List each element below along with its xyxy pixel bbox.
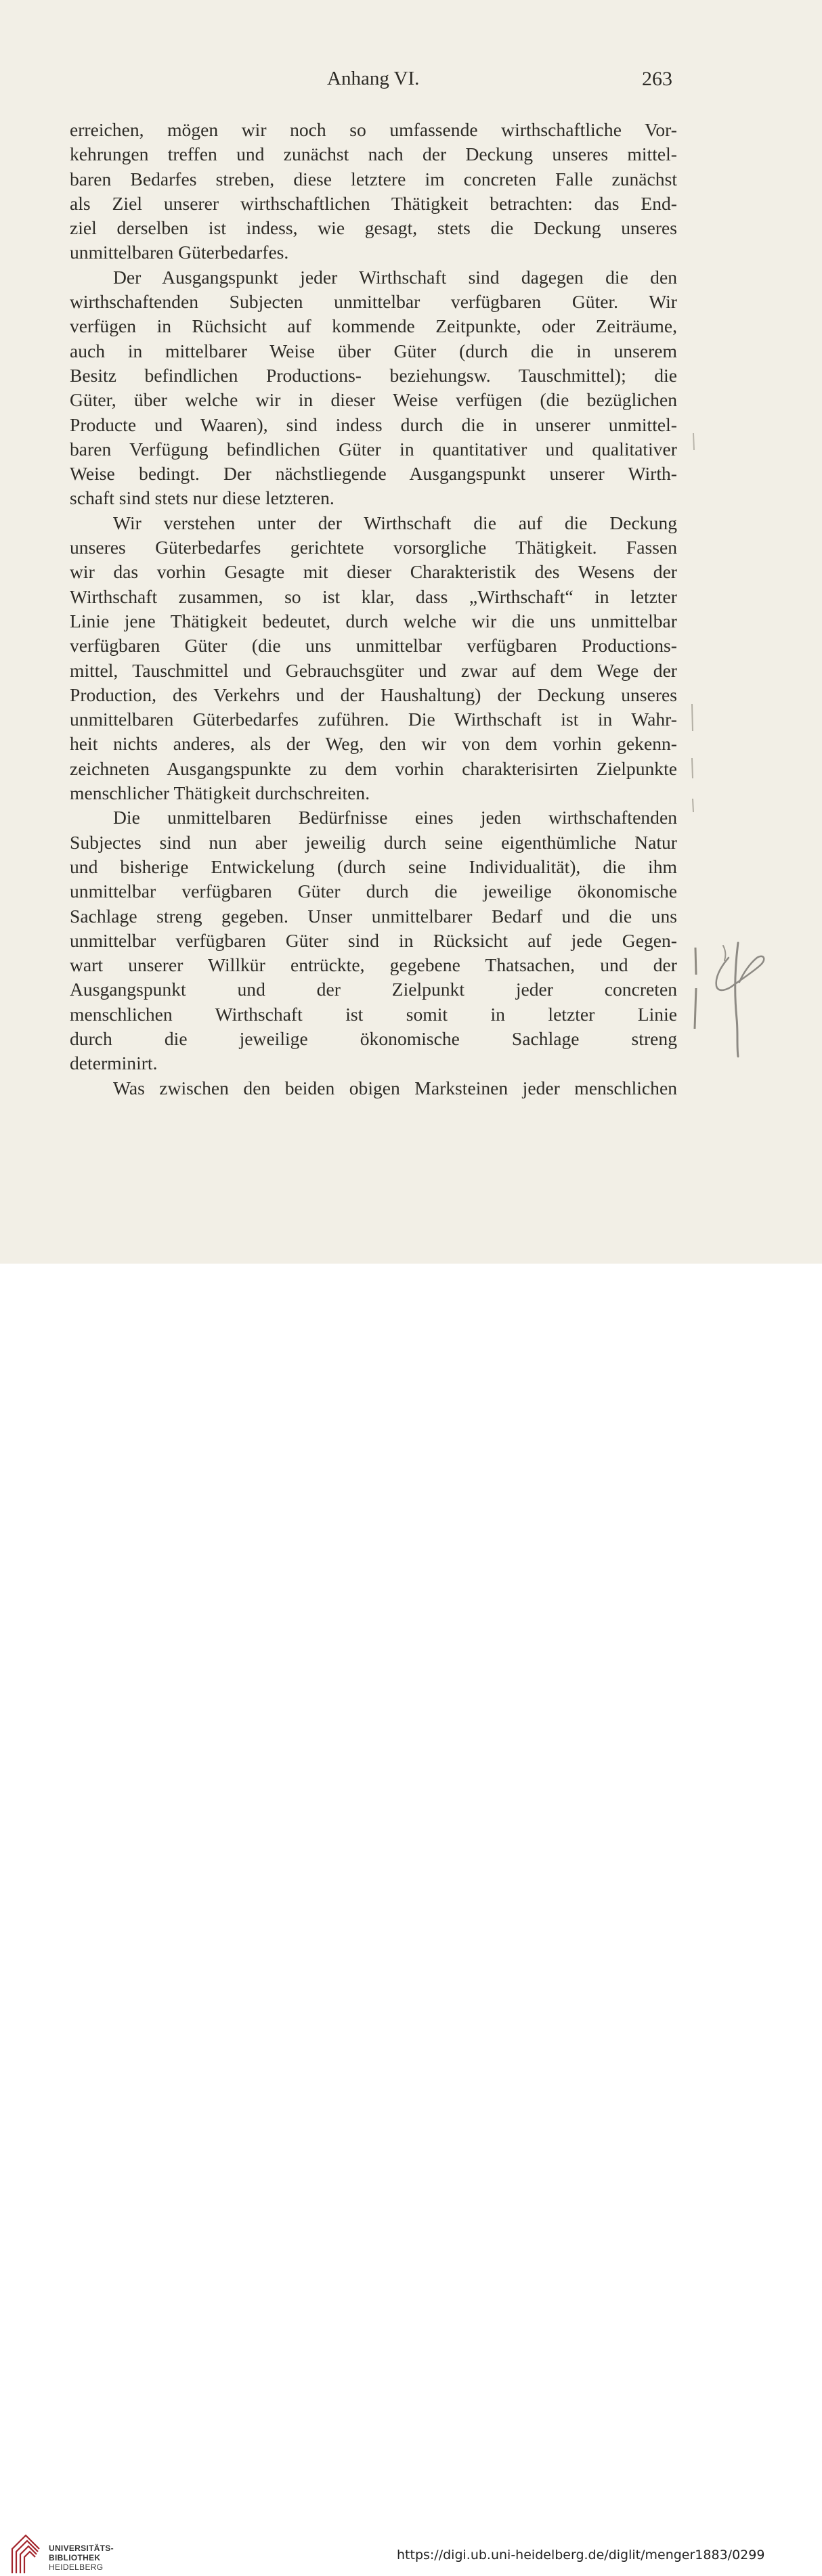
text-line: ziel derselben ist indess, wie gesagt, stets die Deckung unseres [70,217,677,239]
text-line: baren Bedarfes streben, diese letztere im concreten Falle zunächst [70,168,677,190]
text-line: unmittelbaren Güterbedarfes zuführen. Die Wirthschaft ist in Wahr- [70,709,677,730]
footer-bar [0,1264,822,2572]
text-line: Producte und Waaren), sind indess durch die in unserer unmittel- [70,414,677,435]
text-line: menschlicher Thätigkeit durchschreiten. [70,782,370,804]
text-line: unmittelbar verfügbaren Güter durch die jeweilige ökonomische [70,881,677,902]
text-line: Production, des Verkehrs und der Haushaltung) der Deckung unseres [70,684,677,705]
page-number: 263 [642,68,672,90]
university-library-logo [9,2534,45,2576]
text-line: unseres Güterbedarfes gerichtete vorsorgliche Thätigkeit. Fassen [70,537,677,558]
text-line: mittel, Tauschmittel und Gebrauchsgüter und zwar auf dem Wege der [70,659,677,681]
library-name [49,2544,114,2572]
text-line: unmittelbar verfügbaren Güter sind in Rücksicht auf jede Gegen- [70,929,677,951]
text-line: wart unserer Willkür entrückte, gegebene Thatsachen, und der [70,954,677,976]
scanned-page [0,0,822,1264]
text-line: determinirt. [70,1052,158,1074]
text-line: auch in mittelbarer Weise über Güter (durch die in unserem [70,340,677,361]
text-line: durch die jeweilige ökonomische Sachlage streng [70,1027,677,1049]
text-line: Was zwischen den beiden obigen Marksteinen jeder menschlichen [113,1077,677,1098]
library-name-line3: HEIDELBERG [49,2562,104,2572]
text-line: Linie jene Thätigkeit bedeutet, durch welche wir die uns unmittelbar [70,610,677,631]
text-line: heit nichts anderes, als der Weg, den wir von dem vorhin gekenn- [70,733,677,755]
text-line: verfügbaren Güter (die uns unmittelbar verfügbaren Productions- [70,635,677,657]
text-line: als Ziel unserer wirthschaftlichen Thätigkeit betrachten: das End- [70,192,677,214]
text-line: Weise bedingt. Der nächstliegende Ausgangspunkt unserer Wirth- [70,463,677,485]
library-name-line2: BIBLIOTHEK [49,2553,101,2562]
text-line: wir das vorhin Gesagte mit dieser Charakteristik des Wesens der [70,561,677,583]
text-line: verfügen in Rüchsicht auf kommende Zeitpunkte, oder Zeiträume, [70,315,677,337]
text-line: und bisherige Entwickelung (durch seine Individualität), die ihm [70,856,677,877]
text-line: wirthschaftenden Subjecten unmittelbar verfügbaren Güter. Wir [70,291,677,313]
text-line: menschlichen Wirthschaft ist somit in letzter Linie [70,1003,677,1025]
text-line: Subjectes sind nun aber jeweilig durch seine eigenthümliche Natur [70,831,677,853]
body-text [70,118,677,1101]
text-line: Ausgangspunkt und der Zielpunkt jeder concreten [70,979,677,1000]
text-line: kehrungen treffen und zunächst nach der Deckung unseres mittel- [70,143,677,165]
running-head-title: Anhang VI. [327,68,420,89]
text-line: Wir verstehen unter der Wirthschaft die auf die Deckung [113,512,677,533]
text-line: zeichneten Ausgangspunkte zu dem vorhin charakterisirten Zielpunkte [70,757,677,779]
text-line: Güter, über welche wir in dieser Weise verfügen (die bezüglichen [70,389,677,411]
text-line: Wirthschaft zusammen, so ist klar, dass „Wirthschaft“ in letzter [70,585,677,607]
text-line: baren Verfügung befindlichen Güter in quantitativer und qualitativer [70,438,677,460]
text-line: erreichen, mögen wir noch so umfassende wirthschaftliche Vor- [70,119,677,140]
handwritten-pencil-mark [696,937,784,1059]
source-url-link[interactable]: https://digi.ub.uni-heidelberg.de/diglit/menger1883/0299 [397,2548,765,2562]
library-name-line1: UNIVERSITÄTS- [49,2544,114,2553]
text-line: Die unmittelbaren Bedürfnisse eines jeden wirthschaftenden [113,807,677,828]
text-line: Sachlage streng gegeben. Unser unmittelbarer Bedarf und die uns [70,905,677,927]
text-line: unmittelbaren Güterbedarfes. [70,242,289,263]
text-line: Besitz befindlichen Productions- beziehungsw. Tauschmittel); die [70,364,677,386]
running-head [0,68,822,95]
text-line: Der Ausgangspunkt jeder Wirthschaft sind dagegen die den [113,266,677,288]
text-line: schaft sind stets nur diese letzteren. [70,487,334,509]
